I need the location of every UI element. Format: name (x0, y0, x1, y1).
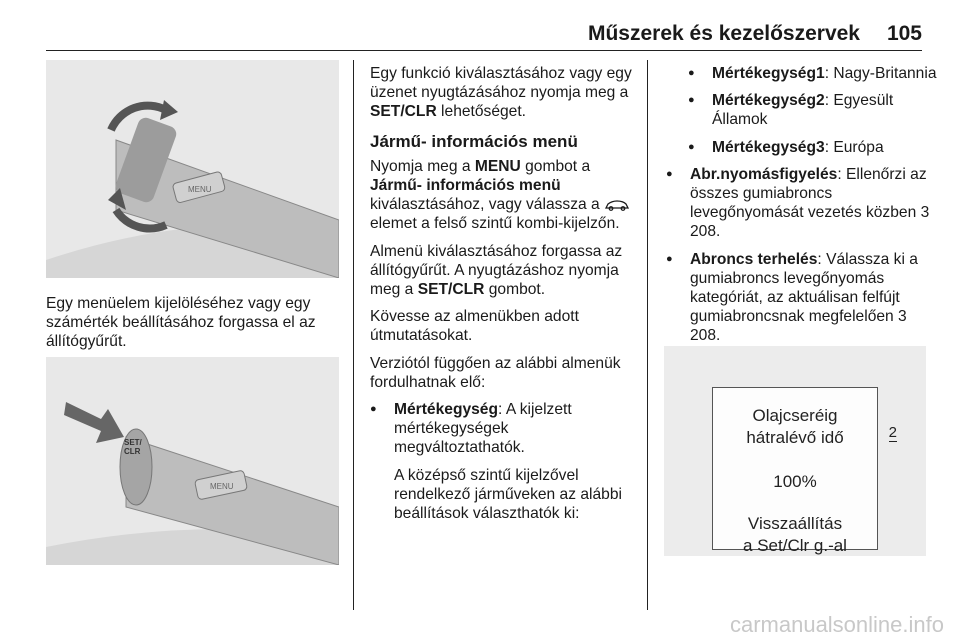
display-percent: 100% (773, 472, 817, 491)
units-continuation: A középső szintű kijelzővel rendelkező járműveken az alábbi beállítások választhatók ki: (394, 466, 622, 523)
bullet-units: ● Mértékegység: A kijelzett mértékegységek megváltoztathatók. (370, 400, 635, 458)
display-line2: hátralévő idő (746, 428, 844, 447)
page-number: 105 (886, 22, 922, 45)
clr-label: CLR (124, 447, 141, 456)
middle-column (370, 64, 635, 531)
stalk-ring-illustration (46, 60, 339, 278)
ring-caption: Egy menüelem kijelöléséhez vagy egy számérték beállításához forgassa el az állítógyűrűt. (46, 295, 316, 351)
page-header (0, 0, 960, 50)
bullet-tire-pressure: ● Abr.nyomásfigyelés: Ellenőrzi az összes gumiabroncs levegőnyomását vezetés közben 3 208. (666, 165, 938, 242)
page-ref-1: 3 208. (690, 204, 930, 241)
paragraph-follow: Kövesse az almenükben adott útmutatásokat. (370, 308, 579, 345)
paragraph-version: Verziótól függően az alábbi almenük fordulhatnak elő: (370, 354, 621, 391)
bullet-unit1: ● Mértékegység1: Nagy-Britannia (666, 64, 938, 83)
display-line1: Olajcseréig (752, 406, 838, 425)
left-column (46, 294, 338, 360)
section-title: Műszerek és kezelőszervek (587, 22, 860, 45)
bullet-unit2: ● Mértékegység2: Egyesült Államok (666, 91, 938, 129)
paragraph-menu: Nyomja meg a MENU gombot a Jármű- információs menü kiválasztásához, vagy válassza a elemet a felső szintű kombi-kijelzőn. (370, 157, 635, 234)
set-label: SET/ (124, 438, 142, 447)
menu-label-2: MENU (210, 482, 234, 491)
column-divider-1 (353, 60, 354, 610)
vehicle-info-heading: Jármű- információs menü (370, 131, 578, 151)
car-icon (604, 200, 630, 211)
watermark: carmanualsonline.info (729, 612, 944, 637)
display-line3: Visszaállítás (747, 514, 843, 533)
bullet-tire-load: ● Abroncs terhelés: Válassza ki a gumiabroncs levegőnyomás kategóriát, az aktuálisan felfújt gumiabroncsnak megfelelően 3 208. (666, 250, 938, 346)
menu-label-1: MENU (188, 185, 212, 194)
paragraph-submenu: Almenü kiválasztásához forgassa az állítógyűrűt. A nyugtázáshoz nyomja meg a SET/CLR gombot. (370, 242, 623, 299)
display-line4: a Set/Clr g.-al (743, 536, 847, 555)
page-ref-2: 3 208. (690, 308, 907, 345)
right-column (666, 64, 938, 354)
set-clr-illustration (46, 357, 339, 565)
paragraph-select-function: Egy funkció kiválasztásához vagy egy üzenet nyugtázásához nyomja meg a SET/CLR lehetőséget. (370, 65, 632, 121)
column-divider-2 (647, 60, 648, 610)
display-indicator: 2 (888, 424, 897, 441)
oil-change-display (712, 387, 897, 555)
header-rule (46, 50, 922, 51)
bullet-unit3: ● Mértékegység3: Európa (666, 138, 938, 157)
